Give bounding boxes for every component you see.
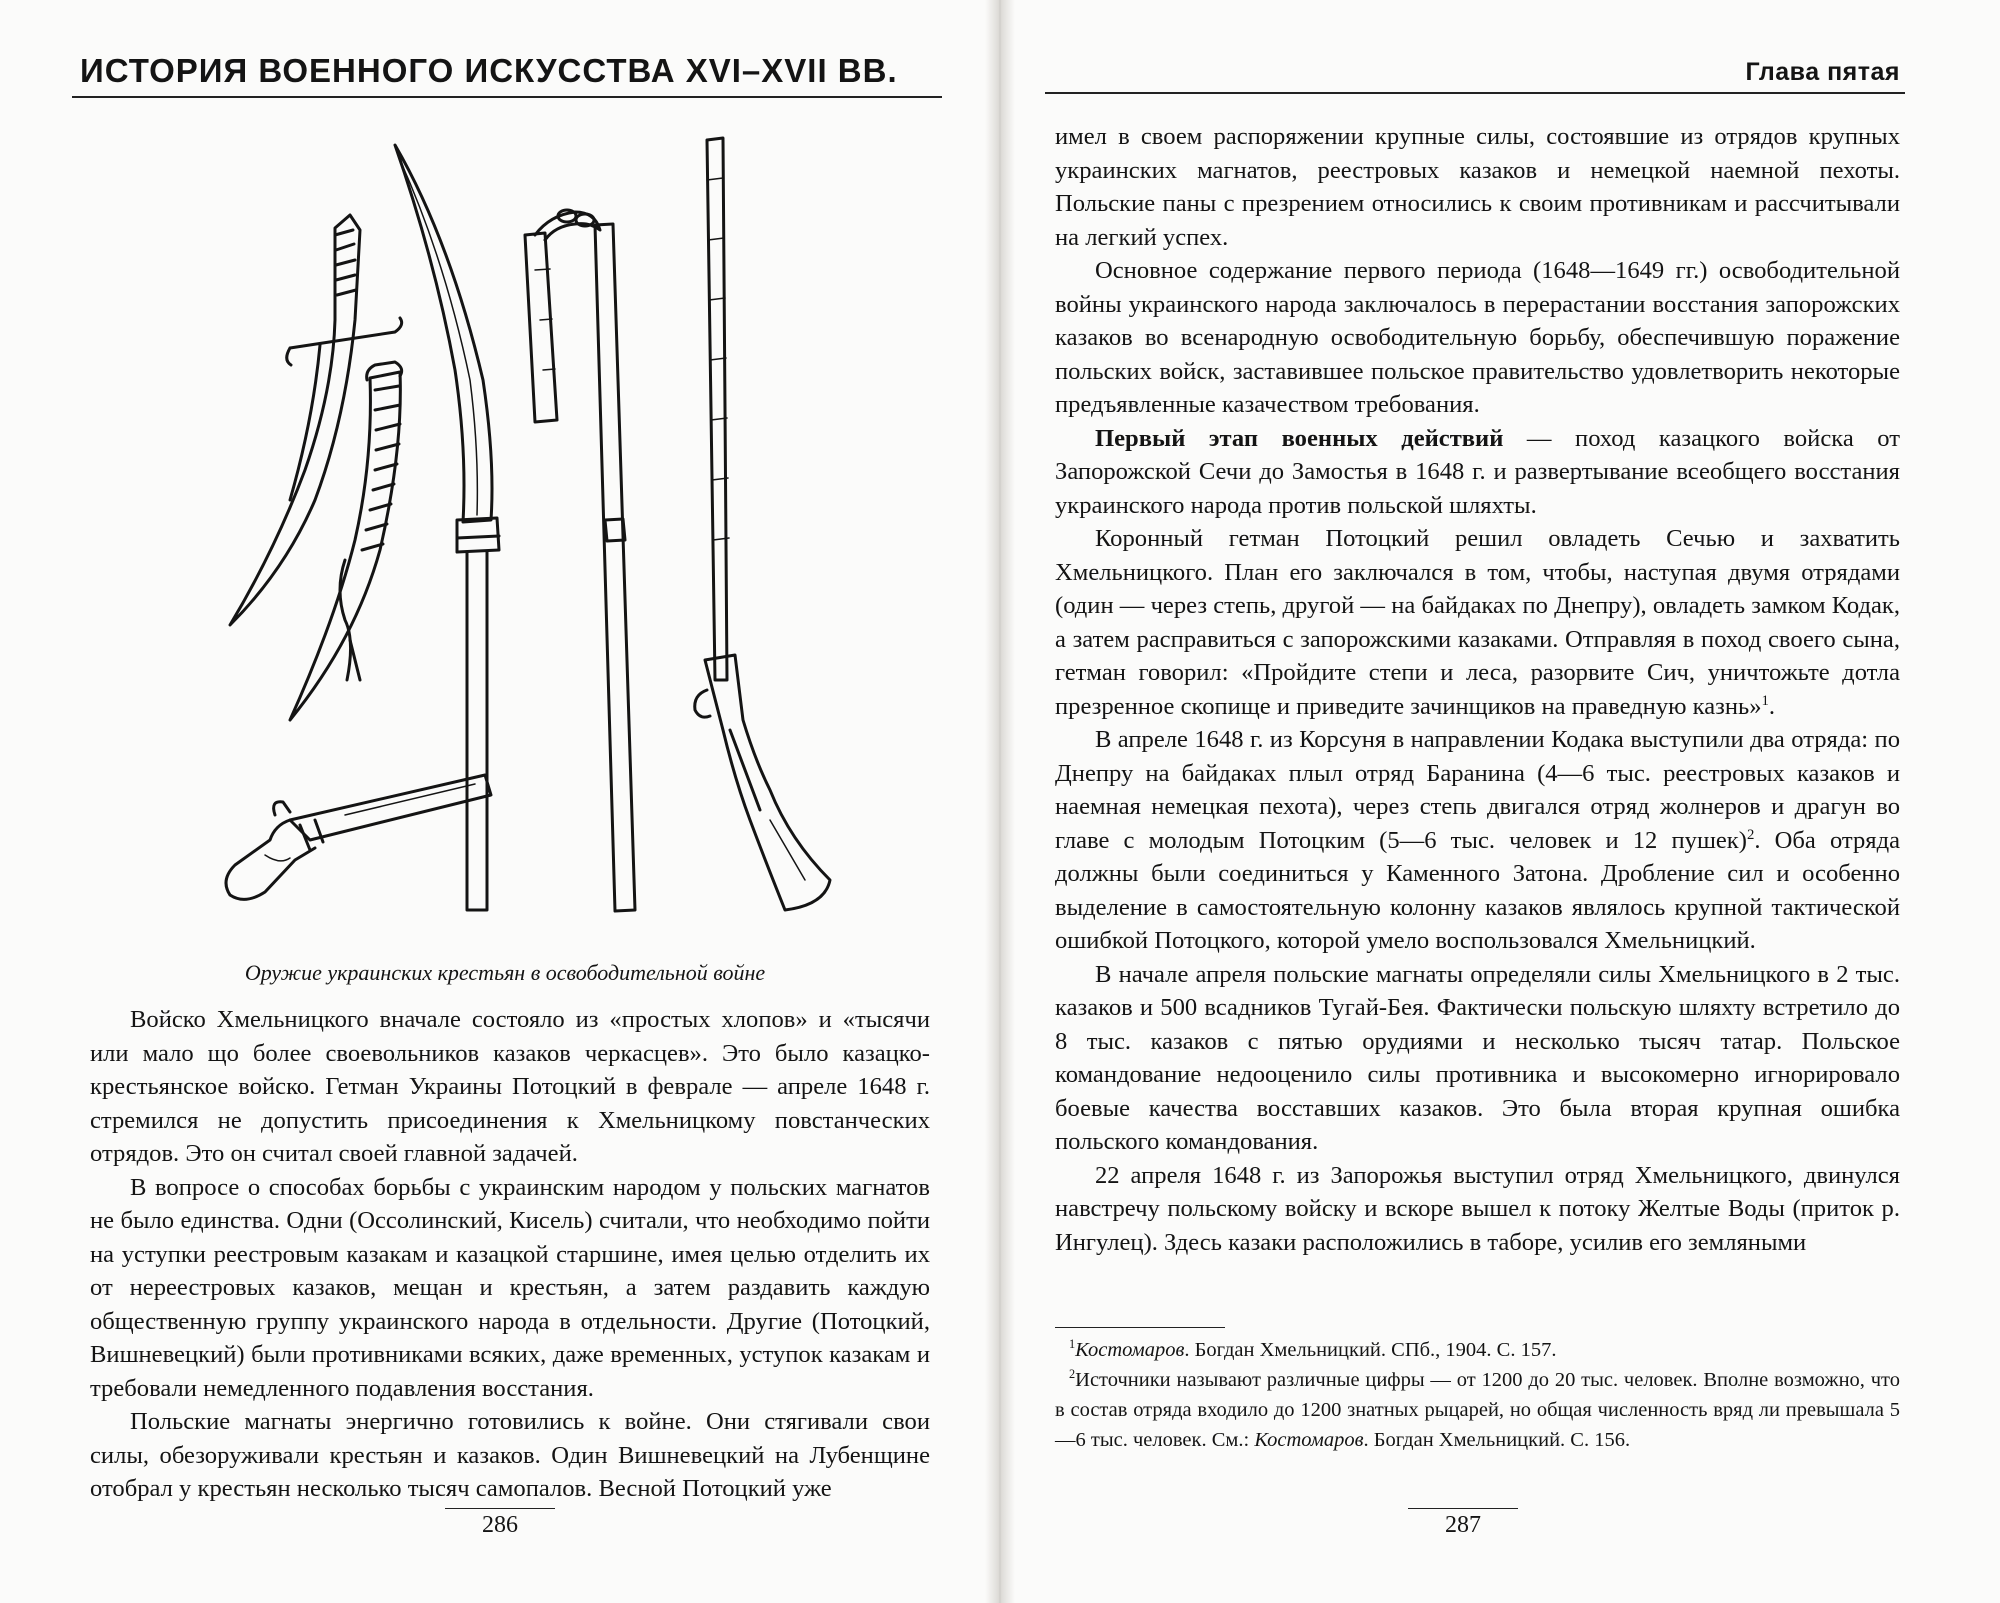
left-paragraph-1: Войско Хмельницкого вначале состояло из «простых хлопов» и «тысячи или мало що более своевольников казаков черкасцев». Это было казацко-крестьянское войско. Гетман Украины Потоцкий в феврале — апреле 1648 г. стремился не допустить присоединения к Хмельницкому повстанческих отрядов. Это он считал своей главной задачей. <box>90 1006 930 1167</box>
right-running-title: Глава пятая <box>1745 58 1900 86</box>
right-paragraph-5-rest: . Оба отряда должны были соединиться у Каменного Затона. Дробление сил и особенно выделение в самостоятельную колонну казаков являлось крупной тактической ошибкой Потоцкого, которой умело воспользовался Хмельницкий. <box>1055 826 1900 954</box>
right-paragraph-3-text: — поход казацкого войска от Запорожской Сечи до Замостья в 1648 г. и развертывание всеобщего восстания украинского народа против польской шляхты. <box>1055 424 1900 519</box>
pistol-drawing <box>226 775 491 899</box>
footnote-rule <box>1055 1327 1225 1328</box>
left-header-rule <box>72 96 942 98</box>
footnote-1 <box>1055 1335 1900 1365</box>
right-paragraph-6: В начале апреля польские магнаты определяли силы Хмельницкого в 2 тыс. казаков и 500 всадников Тугай-Бея. Фактически польскую шляхту встретило до 8 тыс. казаков с пятью орудиями и несколько тысяч татар. Польское командование недооценило силы противника и высокомерно игнорировало боевые качества восставших казаков. Это была вторая крупная ошибка польского командования. <box>1055 960 1900 1155</box>
footnote-2-number: 2 <box>1069 1367 1076 1382</box>
illustration-caption: Оружие украинских крестьян в освободительной войне <box>244 960 766 985</box>
right-paragraph-4 <box>1055 522 1900 723</box>
weapons-illustration <box>195 120 875 940</box>
footnote-2-end: . Богдан Хмельницкий. С. 156. <box>1363 1429 1631 1451</box>
scythe-weapon-drawing <box>395 145 499 910</box>
footnote-2 <box>1055 1365 1900 1455</box>
right-header-rule <box>1045 92 1905 94</box>
left-page-number-rule <box>445 1508 555 1509</box>
right-paragraph-5-text: В апреле 1648 г. из Корсуня в направлении Кодака выступили два отряда: по Днепру на байдаках плыл отряд Баранина (4—6 тыс. реестровых казаков и наемная немецкая пехота), через степь двигался отряд жолнеров и драгун во главе с молодым Потоцким (5—6 тыс. человек и 12 пушек) <box>1055 726 1900 854</box>
footnote-ref-1[interactable]: 1 <box>1761 692 1769 709</box>
left-page-number: 286 <box>482 1512 518 1538</box>
right-paragraph-5 <box>1055 723 1900 958</box>
footnote-1-author: Костомаров <box>1075 1339 1185 1361</box>
footnote-2-text: Источники называют различные цифры — от 1200 до 20 тыс. человек. Вполне возможно, что в состав отряда входило до 1200 знатных рыцарей, но общая численность вряд ли превышала 5—6 тыс. человек. См.: <box>1055 1369 1900 1451</box>
footnote-ref-2[interactable]: 2 <box>1746 826 1755 843</box>
footnote-2-author: Костомаров <box>1254 1429 1364 1451</box>
right-page-number-rule <box>1408 1508 1518 1509</box>
right-page-number: 287 <box>1445 1512 1481 1538</box>
book-gutter <box>985 0 1015 1603</box>
footnotes <box>1055 1335 1900 1455</box>
musket-drawing <box>695 138 830 910</box>
footnote-1-number: 1 <box>1069 1337 1076 1352</box>
right-paragraph-3 <box>1055 422 1900 523</box>
right-paragraph-7: 22 апреля 1648 г. из Запорожья выступил отряд Хмельницкого, двинулся навстречу польскому войску и вскоре вышел к потоку Желтые Воды (приток р. Ингулец). Здесь казаки расположились в таборе, усилив его земляными <box>1055 1161 1900 1256</box>
section-heading-inline: Первый этап военных действий <box>1095 424 1504 452</box>
flail-drawing <box>525 210 635 911</box>
right-paragraph-4-text: Коронный гетман Потоцкий решил овладеть Сечью и захватить Хмельницкого. План его заключался в том, чтобы, наступая двумя отрядами (один — через степь, другой — на байдаках по Днепру), овладеть замком Кодак, а затем расправиться с запорожскими казаками. Отправляя в поход своего сына, гетман говорил: «Пройдите степи и леса, разорвите Сич, уничтожьте дотла презренное скопище и приведите зачинщиков на праведную казнь» <box>1055 525 1900 720</box>
left-running-title: ИСТОРИЯ ВОЕННОГО ИСКУССТВА XVI–XVII ВВ. <box>80 52 898 89</box>
right-paragraph-2: Основное содержание первого периода (1648—1649 гг.) освободительной войны украинского народа заключалось в перерастании восстания запорожских казаков во всенародную освободительную борьбу, обеспечившую поражение польских войск, заставившее польское правительство удовлетворить некоторые предъявленные казачеством требования. <box>1055 257 1900 418</box>
scabbard-drawing <box>290 362 402 720</box>
right-paragraph-1: имел в своем распоряжении крупные силы, состоявшие из отрядов крупных украинских магнатов, реестровых казаков и немецкой наемной пехоты. Польские паны с презрением относились к своим противникам и рассчитывали на легкий успех. <box>1055 123 1900 251</box>
footnote-1-text: . Богдан Хмельницкий. СПб., 1904. С. 157. <box>1184 1339 1557 1361</box>
left-body-text <box>90 1003 930 1506</box>
left-paragraph-2: В вопросе о способах борьбы с украинским народом у польских магнатов не было единства. Одни (Оссолинский, Кисель) считали, что необходимо пойти на уступки реестровым казакам и казацкой старшине, имея целью отделить их от нереестровых казаков, мещан и крестьян, а затем раздавить каждую общественную группу украинского народа в отдельности. Другие (Потоцкий, Вишневецкий) были противниками всяких, даже временных, уступок казакам и требовали немедленного подавления восстания. <box>90 1173 930 1402</box>
left-paragraph-3: Польские магнаты энергично готовились к войне. Они стягивали свои силы, обезоруживали крестьян и казаков. Один Вишневецкий на Лубенщине отобрал у крестьян несколько тысяч самопалов. Весной Потоцкий уже <box>90 1408 930 1502</box>
right-paragraph-4-end: . <box>1768 692 1776 720</box>
right-body-text <box>1055 120 1900 1259</box>
